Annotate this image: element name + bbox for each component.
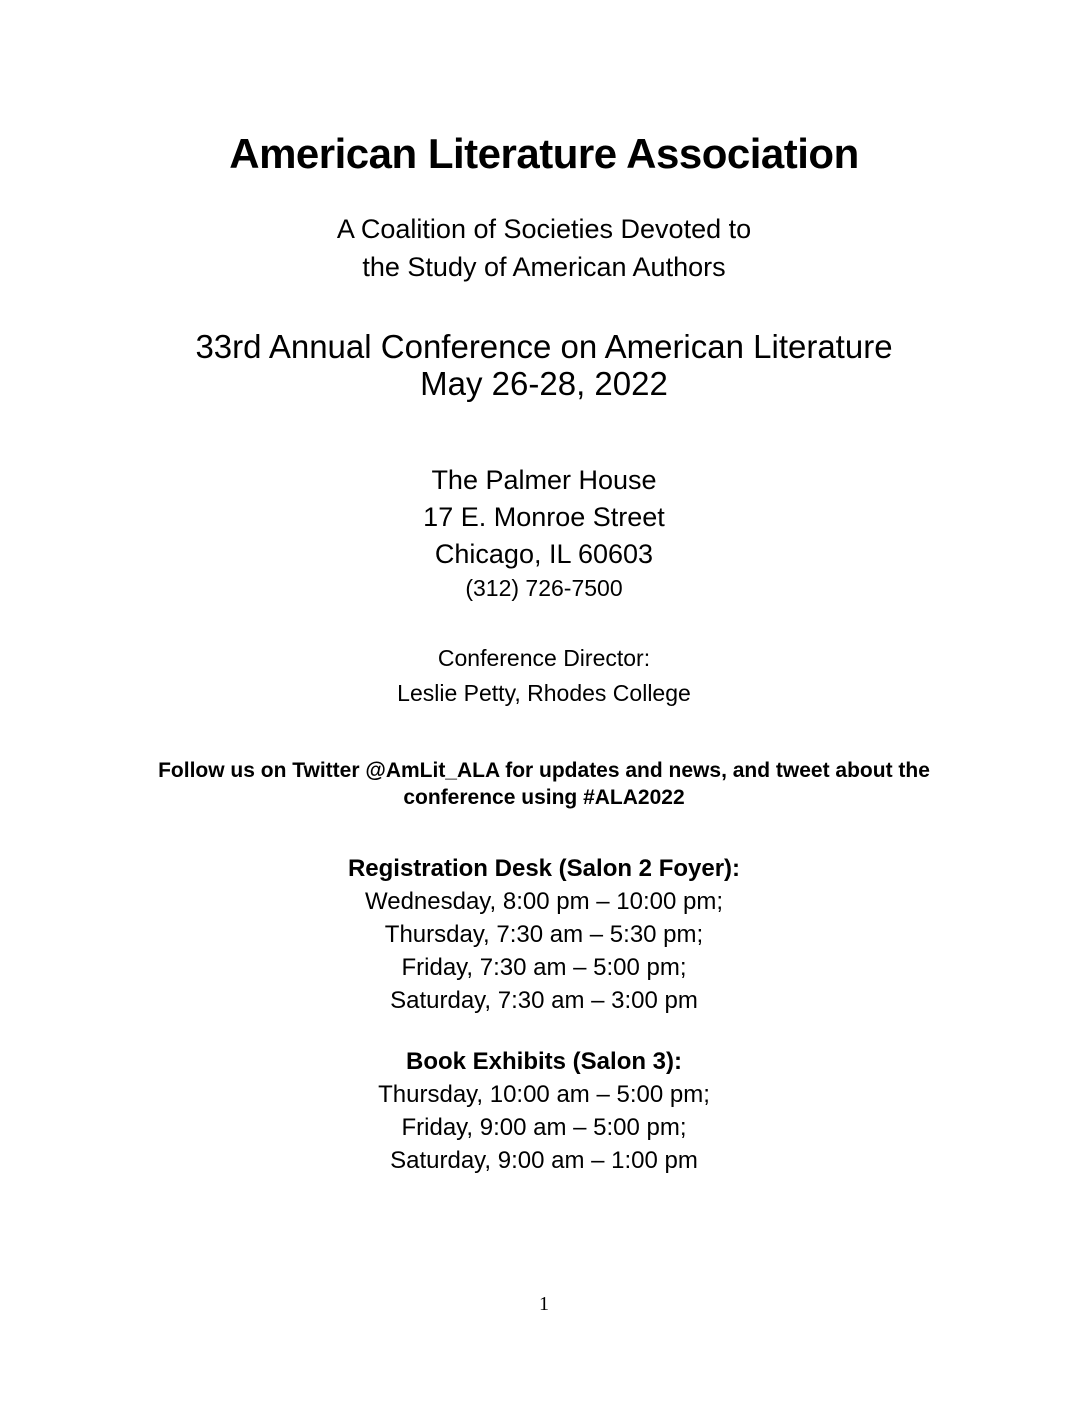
registration-hours-line: Wednesday, 8:00 pm – 10:00 pm; — [365, 888, 723, 915]
conference-director-name: Leslie Petty, Rhodes College — [397, 680, 691, 706]
conference-director-block — [0, 641, 1088, 711]
document-title: American Literature Association — [229, 130, 859, 177]
venue-phone: (312) 726-7500 — [465, 575, 623, 601]
venue-name: The Palmer House — [431, 465, 657, 495]
social-line-2: conference using #ALA2022 — [403, 786, 685, 809]
venue-block — [0, 462, 1088, 603]
conference-heading — [0, 328, 1088, 402]
registration-hours-line: Thursday, 7:30 am – 5:30 pm; — [384, 921, 704, 948]
registration-desk-heading: Registration Desk (Salon 2 Foyer): — [347, 855, 741, 882]
venue-city-state-zip: Chicago, IL 60603 — [434, 539, 654, 569]
book-exhibits-heading: Book Exhibits (Salon 3): — [405, 1048, 683, 1075]
social-line-1: Follow us on Twitter @AmLit_ALA for updates and news, and tweet about the — [158, 759, 930, 782]
subtitle-line-2: the Study of American Authors — [362, 252, 726, 282]
book-exhibits-hours-line: Saturday, 9:00 am – 1:00 pm — [390, 1147, 698, 1174]
registration-hours-line: Friday, 7:30 am – 5:00 pm; — [401, 954, 687, 981]
book-exhibits-block — [0, 1045, 1088, 1177]
book-exhibits-hours-line: Thursday, 10:00 am – 5:00 pm; — [378, 1081, 710, 1108]
conference-title: 33rd Annual Conference on American Literature — [195, 328, 893, 365]
conference-director-label: Conference Director: — [437, 645, 651, 671]
subtitle-line-1: A Coalition of Societies Devoted to — [336, 214, 752, 244]
social-media-note — [0, 757, 1088, 811]
page-number: 1 — [539, 1293, 549, 1315]
document-subtitle — [0, 210, 1088, 286]
conference-dates: May 26-28, 2022 — [420, 365, 668, 402]
registration-hours-line: Saturday, 7:30 am – 3:00 pm — [390, 987, 698, 1014]
registration-desk-block — [0, 852, 1088, 1017]
book-exhibits-hours-line: Friday, 9:00 am – 5:00 pm; — [401, 1114, 687, 1141]
venue-street: 17 E. Monroe Street — [423, 502, 665, 532]
